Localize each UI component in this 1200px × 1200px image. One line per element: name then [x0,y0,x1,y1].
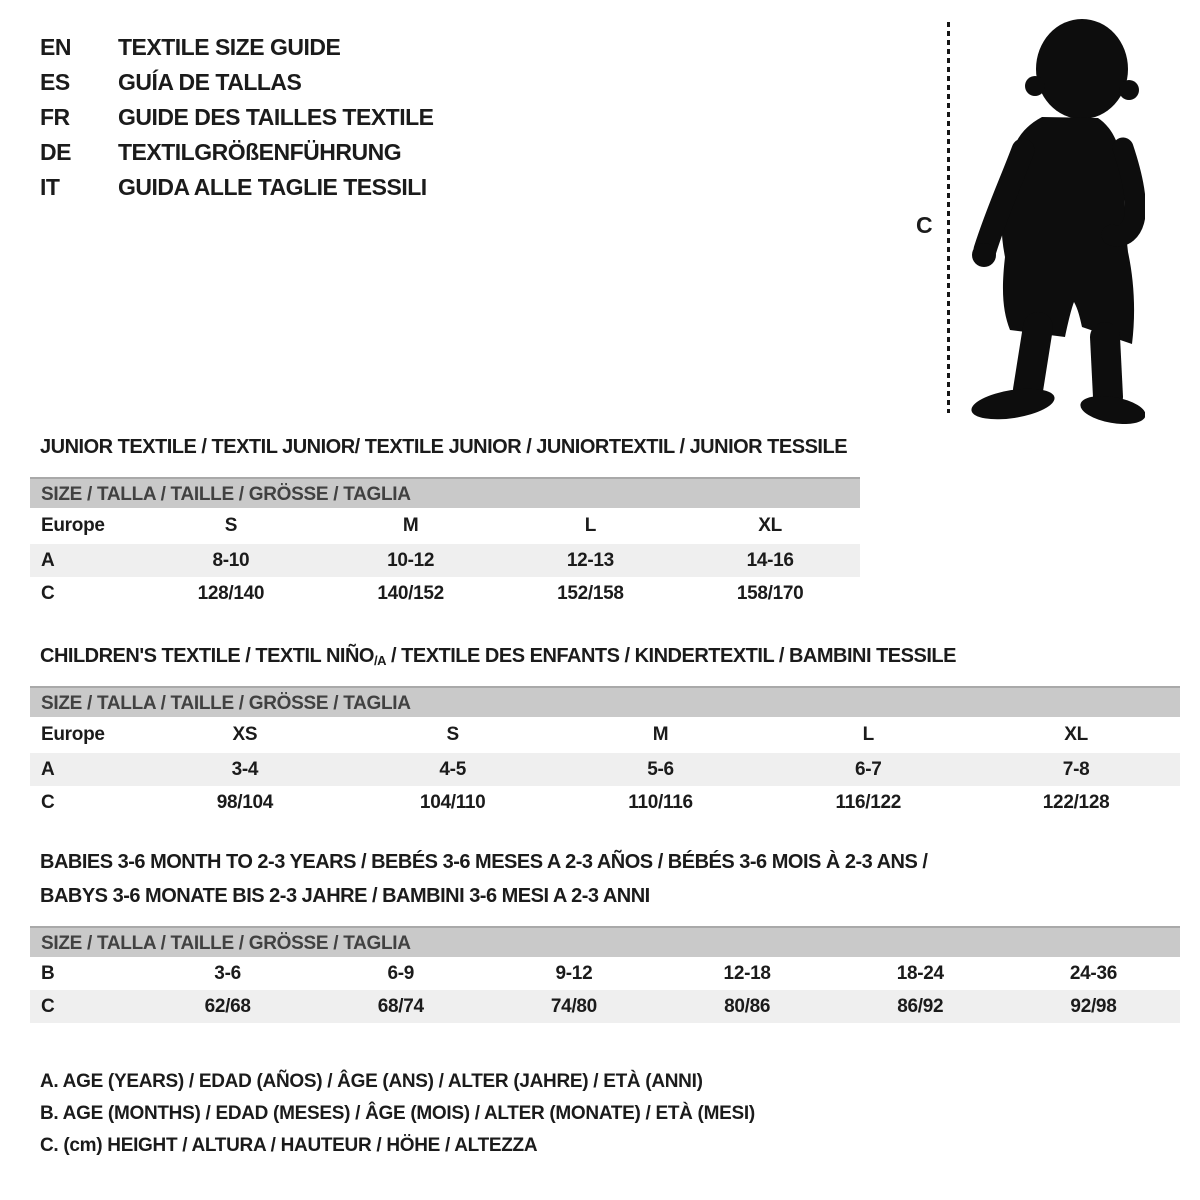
lang-row-es [40,65,434,100]
value-cell: 14-16 [746,549,794,571]
size-header-cell: L [584,515,597,536]
value-cell: 68/74 [377,995,424,1017]
value-cell: 86/92 [897,995,944,1017]
size-header-cell: XL [758,515,782,536]
value-cell: 24-36 [1069,962,1117,984]
value-cell: 6-7 [855,758,882,780]
value-cell: 110/116 [628,791,693,813]
row-label: C [41,995,55,1017]
value-cell: 9-12 [555,962,593,984]
row-label: A [41,549,55,571]
table-row-age-months [30,957,1180,990]
measurement-legend [40,1066,755,1162]
table-row-height [30,990,1180,1023]
baby-silhouette-icon [955,12,1145,424]
value-cell: 3-6 [214,962,241,984]
table-header-row [30,717,1180,753]
value-cell: 152/158 [557,582,624,604]
value-cell: 116/122 [835,791,902,813]
size-header-cell: XL [1064,724,1088,745]
children-size-table [30,717,1180,819]
value-cell: 12-13 [566,549,614,571]
lang-title: GUIDA ALLE TAGLIE TESSILI [118,174,427,200]
lang-title: GUÍA DE TALLAS [118,69,302,95]
table-row-age [30,753,1180,786]
children-title-post: / TEXTILE DES ENFANTS / KINDERTEXTIL / BAMBINI TESSILE [385,645,956,667]
value-cell: 5-6 [647,758,674,780]
row-label: C [41,791,55,813]
value-cell: 128/140 [197,582,265,604]
value-cell: 122/128 [1042,791,1110,813]
lang-code: EN [40,34,71,60]
lang-title: TEXTILGRÖßENFÜHRUNG [118,139,402,165]
babies-section-title [40,845,927,913]
lang-row-en [40,30,434,65]
lang-row-it [40,170,434,205]
value-cell: 8-10 [212,549,250,571]
lang-title: TEXTILE SIZE GUIDE [118,34,341,60]
lang-code: IT [40,174,60,200]
row-label: C [41,582,55,604]
babies-title-line2: BABYS 3-6 MONATE BIS 2-3 JAHRE / BAMBINI 3-6 MESI A 2-3 ANNI [40,885,650,907]
table-row-height [30,577,860,610]
lang-code: FR [40,104,70,130]
size-header-cell: M [402,515,419,536]
value-cell: 62/68 [204,995,251,1017]
value-cell: 12-18 [723,962,771,984]
value-cell: 18-24 [896,962,944,984]
value-cell: 6-9 [387,962,415,984]
children-size-header-bar: SIZE / TALLA / TAILLE / GRÖSSE / TAGLIA [30,686,1180,717]
height-measure-label: C [916,212,933,238]
size-header-cell: XS [232,724,258,745]
junior-size-table [30,508,860,610]
children-title-pre: CHILDREN'S TEXTILE / TEXTIL NIÑO [40,645,374,667]
junior-size-header-bar: SIZE / TALLA / TAILLE / GRÖSSE / TAGLIA [30,477,860,508]
value-cell: 4-5 [439,758,466,780]
size-header-cell: L [862,724,874,745]
legend-line-a: A. AGE (YEARS) / EDAD (AÑOS) / ÂGE (ANS) / ALTER (JAHRE) / ETÀ (ANNI) [40,1071,703,1092]
value-cell: 80/86 [724,995,771,1017]
legend-line-c: C. (cm) HEIGHT / ALTURA / HAUTEUR / HÖHE / ALTEZZA [40,1135,538,1156]
value-cell: 104/110 [419,791,486,813]
legend-line-b: B. AGE (MONTHS) / EDAD (MESES) / ÂGE (MOIS) / ALTER (MONATE) / ETÀ (MESI) [40,1103,755,1124]
value-cell: 7-8 [1062,758,1090,780]
table-row-age [30,544,860,577]
babies-size-header-bar: SIZE / TALLA / TAILLE / GRÖSSE / TAGLIA [30,926,1180,957]
lang-row-fr [40,100,434,135]
value-cell: 92/98 [1070,995,1117,1017]
value-cell: 74/80 [550,995,597,1017]
table-row-height [30,786,1180,819]
size-header-cell: S [446,724,459,745]
size-header-cell: S [224,515,238,536]
lang-code: DE [40,139,71,165]
value-cell: 3-4 [231,758,259,780]
region-header-cell: Europe [41,724,105,745]
value-cell: 140/152 [377,582,444,604]
lang-title: GUIDE DES TAILLES TEXTILE [118,104,434,130]
lang-row-de [40,135,434,170]
value-cell: 10-12 [387,549,435,571]
table-header-row [30,508,860,544]
value-cell: 158/170 [736,582,804,604]
children-section-title [40,645,956,668]
children-title-sub: /A [373,653,386,668]
size-header-cell: M [652,724,669,745]
babies-size-table [30,957,1180,1023]
row-label: A [41,758,55,780]
value-cell: 98/104 [216,791,274,813]
dashed-measure-line [947,22,950,413]
language-title-list [40,30,434,205]
babies-title-line1: BABIES 3-6 MONTH TO 2-3 YEARS / BEBÉS 3-6 MESES A 2-3 AÑOS / BÉBÉS 3-6 MOIS À 2-3 ANS / [40,851,928,873]
lang-code: ES [40,69,70,95]
region-header-cell: Europe [41,515,105,536]
row-label: B [41,962,55,984]
junior-section-title: JUNIOR TEXTILE / TEXTIL JUNIOR/ TEXTILE JUNIOR / JUNIORTEXTIL / JUNIOR TESSILE [40,436,848,458]
